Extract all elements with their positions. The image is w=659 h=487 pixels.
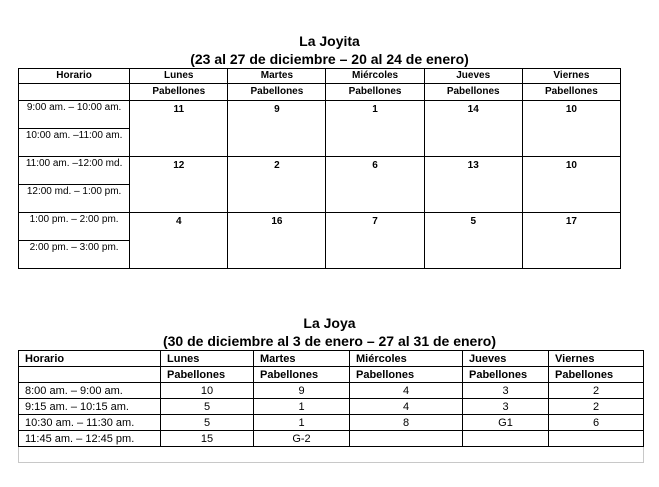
header-miercoles: Miércoles (350, 351, 463, 367)
hour-cell: 2:00 pm. – 3:00 pm. (19, 241, 130, 269)
value-cell: 11 (130, 101, 228, 157)
value-cell: 5 (424, 213, 522, 269)
hour-cell: 10:00 am. –11:00 am. (19, 129, 130, 157)
subheader-pabellones: Pabellones (463, 367, 549, 383)
subheader-pabellones: Pabellones (326, 84, 424, 101)
value-cell (350, 431, 463, 447)
table-row (19, 101, 621, 129)
header-martes: Martes (228, 69, 326, 84)
value-cell: 17 (522, 213, 620, 269)
header-jueves: Jueves (424, 69, 522, 84)
value-cell: 10 (522, 157, 620, 213)
value-cell: 14 (424, 101, 522, 157)
hour-cell: 8:00 am. – 9:00 am. (19, 383, 161, 399)
table-header-row (19, 69, 621, 84)
value-cell: 1 (254, 415, 350, 431)
value-cell: G1 (463, 415, 549, 431)
header-jueves: Jueves (463, 351, 549, 367)
header-lunes: Lunes (161, 351, 254, 367)
value-cell: 2 (549, 399, 644, 415)
header-horario: Horario (19, 351, 161, 367)
value-cell: 16 (228, 213, 326, 269)
value-cell: 13 (424, 157, 522, 213)
hour-cell: 9:15 am. – 10:15 am. (19, 399, 161, 415)
value-cell: 8 (350, 415, 463, 431)
table2-subtitle: (30 de diciembre al 3 de enero – 27 al 31 de enero) (162, 333, 497, 349)
value-cell: 10 (522, 101, 620, 157)
subheader-pabellones: Pabellones (350, 367, 463, 383)
value-cell: G-2 (254, 431, 350, 447)
value-cell: 9 (254, 383, 350, 399)
value-cell: 5 (161, 399, 254, 415)
table-subheader-row (19, 367, 644, 383)
empty-cell (19, 447, 644, 463)
subheader-pabellones: Pabellones (424, 84, 522, 101)
subheader-pabellones: Pabellones (254, 367, 350, 383)
value-cell: 4 (130, 213, 228, 269)
hour-cell: 9:00 am. – 10:00 am. (19, 101, 130, 129)
value-cell: 4 (350, 383, 463, 399)
schedule-table-la-joyita (18, 68, 621, 269)
value-cell: 2 (228, 157, 326, 213)
table-row (19, 431, 644, 447)
subheader-pabellones: Pabellones (228, 84, 326, 101)
header-viernes: Viernes (522, 69, 620, 84)
value-cell (463, 431, 549, 447)
value-cell: 4 (350, 399, 463, 415)
table-subheader-row (19, 84, 621, 101)
value-cell: 10 (161, 383, 254, 399)
value-cell: 15 (161, 431, 254, 447)
header-lunes: Lunes (130, 69, 228, 84)
value-cell: 1 (326, 101, 424, 157)
header-miercoles: Miércoles (326, 69, 424, 84)
hour-cell: 11:00 am. –12:00 md. (19, 157, 130, 185)
subheader-pabellones: Pabellones (130, 84, 228, 101)
hour-cell: 10:30 am. – 11:30 am. (19, 415, 161, 431)
value-cell: 7 (326, 213, 424, 269)
value-cell: 1 (254, 399, 350, 415)
header-horario: Horario (19, 69, 130, 84)
subheader-pabellones: Pabellones (549, 367, 644, 383)
subheader-pabellones: Pabellones (161, 367, 254, 383)
value-cell: 6 (549, 415, 644, 431)
value-cell (549, 431, 644, 447)
table1-title: La Joyita (299, 33, 360, 49)
header-martes: Martes (254, 351, 350, 367)
value-cell: 12 (130, 157, 228, 213)
value-cell: 5 (161, 415, 254, 431)
value-cell: 6 (326, 157, 424, 213)
subheader-empty (19, 84, 130, 101)
table-row (19, 415, 644, 431)
value-cell: 9 (228, 101, 326, 157)
hour-cell: 1:00 pm. – 2:00 pm. (19, 213, 130, 241)
subheader-empty (19, 367, 161, 383)
table1-subtitle: (23 al 27 de diciembre – 20 al 24 de enero) (190, 51, 469, 67)
header-viernes: Viernes (549, 351, 644, 367)
schedule-table-la-joya (18, 350, 644, 463)
hour-cell: 11:45 am. – 12:45 pm. (19, 431, 161, 447)
table-header-row (19, 351, 644, 367)
table-row (19, 399, 644, 415)
table-row-empty (19, 447, 644, 463)
value-cell: 3 (463, 399, 549, 415)
table-row (19, 383, 644, 399)
subheader-pabellones: Pabellones (522, 84, 620, 101)
hour-cell: 12:00 md. – 1:00 pm. (19, 185, 130, 213)
table-row (19, 213, 621, 241)
value-cell: 3 (463, 383, 549, 399)
value-cell: 2 (549, 383, 644, 399)
table2-title: La Joya (303, 315, 356, 331)
table-row (19, 157, 621, 185)
